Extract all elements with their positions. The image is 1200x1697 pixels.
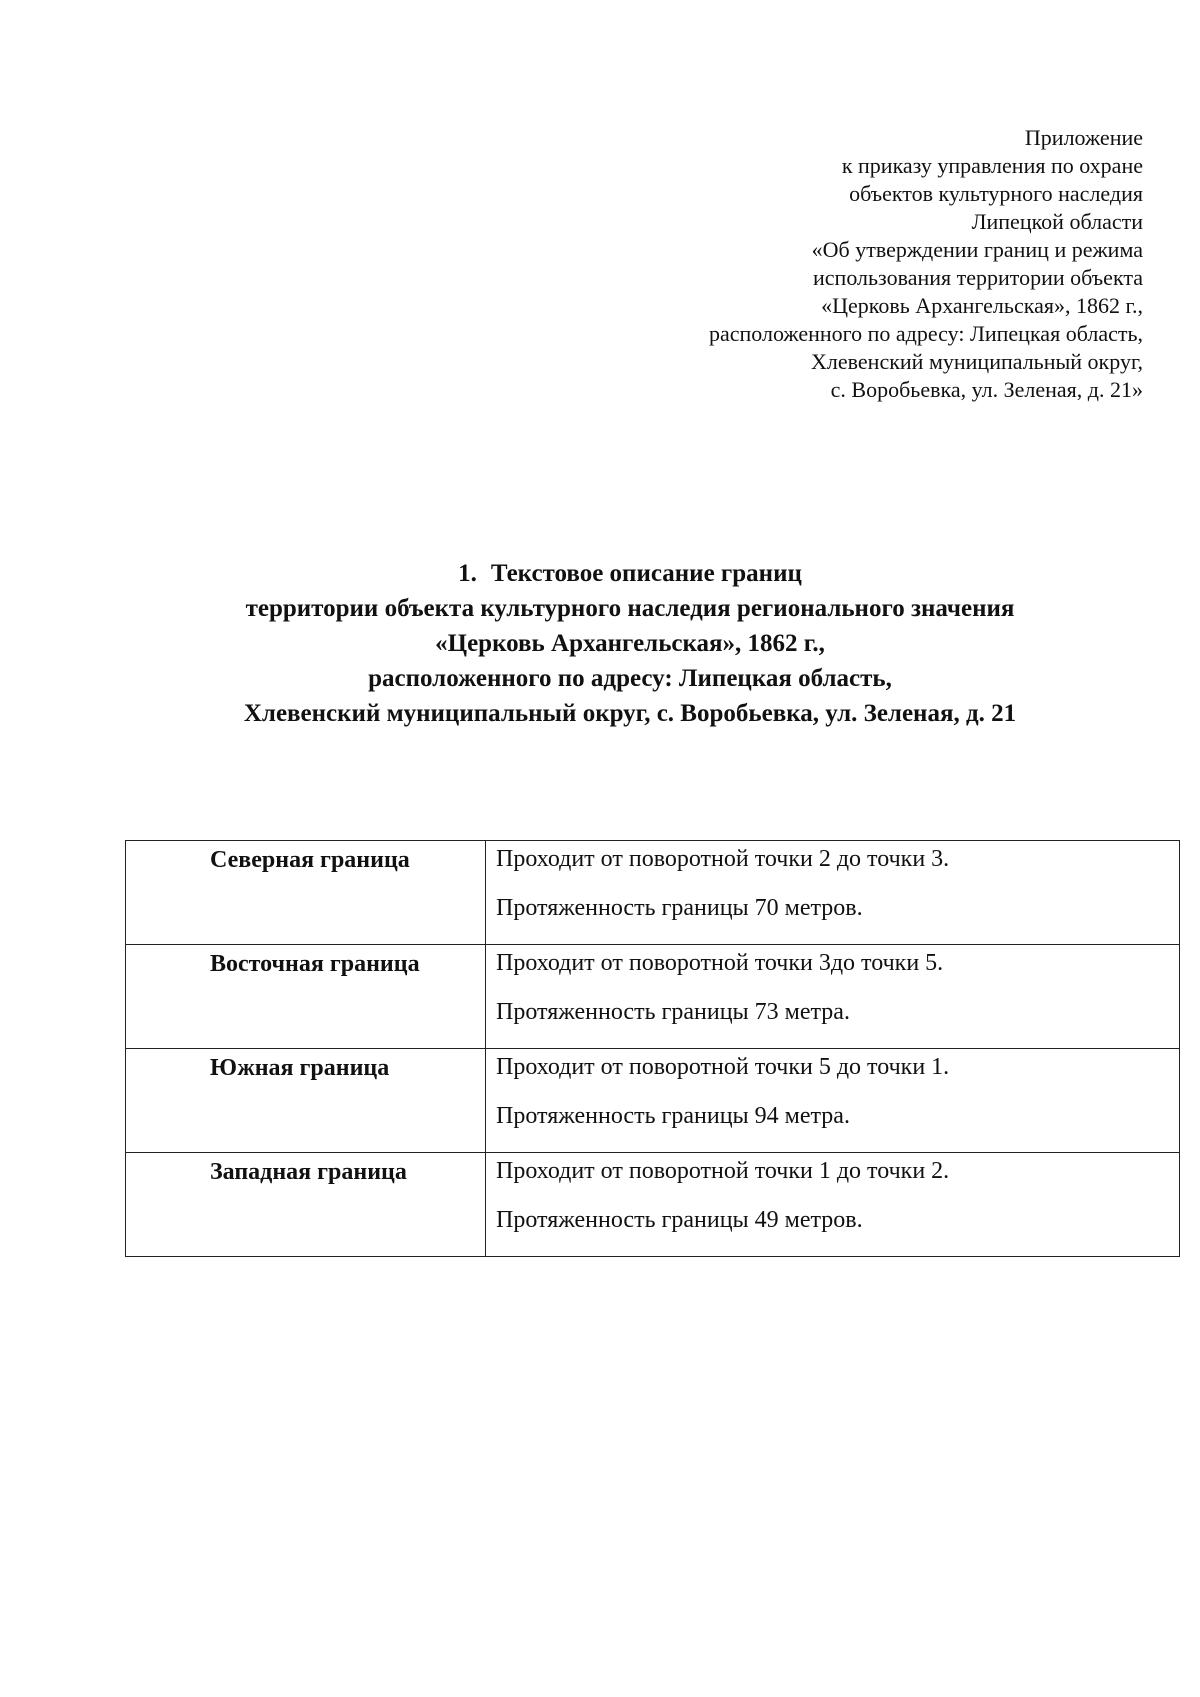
boundary-name-cell — [126, 841, 486, 945]
boundary-route: Проходит от поворотной точки 2 до точки 3. — [496, 846, 950, 872]
boundary-name: Южная граница — [210, 1055, 390, 1081]
boundary-name-cell — [126, 945, 486, 1049]
heading-line: Хлевенский муниципальный округ, с. Воробьевка, ул. Зеленая, д. 21 — [243, 700, 1017, 727]
heading-title: Текстовое описание границ — [490, 560, 802, 587]
heading-line: «Церковь Архангельская», 1862 г., — [435, 630, 825, 657]
appendix-line: с. Воробьевка, ул. Зеленая, д. 21» — [830, 377, 1143, 402]
appendix-line: Приложение — [1024, 125, 1143, 150]
table-row — [126, 945, 1180, 1049]
appendix-header — [523, 124, 1143, 404]
heading-title-line — [0, 556, 1200, 591]
boundary-name-cell — [126, 1049, 486, 1153]
boundary-length: Протяженность границы 73 метра. — [496, 999, 850, 1025]
boundary-route: Проходит от поворотной точки 1 до точки 2. — [496, 1158, 950, 1184]
appendix-line: «Церковь Архангельская», 1862 г., — [821, 293, 1143, 318]
boundary-length: Протяженность границы 49 метров. — [496, 1207, 863, 1233]
section-heading — [0, 556, 1200, 731]
boundary-route: Проходит от поворотной точки 5 до точки 1. — [496, 1054, 950, 1080]
boundary-description-cell — [486, 945, 1180, 1049]
boundary-description-cell — [486, 1049, 1180, 1153]
table-row — [126, 1153, 1180, 1257]
appendix-line: Липецкой области — [971, 209, 1143, 234]
boundary-name: Северная граница — [210, 847, 410, 873]
appendix-line: объектов культурного наследия — [849, 181, 1143, 206]
boundary-route: Проходит от поворотной точки 3до точки 5. — [496, 950, 944, 976]
boundary-name: Западная граница — [210, 1159, 407, 1185]
boundary-description-cell — [486, 841, 1180, 945]
boundary-length: Протяженность границы 70 метров. — [496, 895, 863, 921]
heading-line: территории объекта культурного наследия регионального значения — [245, 595, 1015, 622]
appendix-line: расположенного по адресу: Липецкая область, — [708, 321, 1143, 346]
table-row — [126, 1049, 1180, 1153]
boundary-name: Восточная граница — [210, 951, 420, 977]
heading-number: 1. — [458, 560, 477, 587]
appendix-line: использования территории объекта — [813, 265, 1143, 290]
table-row — [126, 841, 1180, 945]
boundary-description-cell — [486, 1153, 1180, 1257]
appendix-line: «Об утверждении границ и режима — [811, 237, 1143, 262]
heading-line: расположенного по адресу: Липецкая область, — [368, 665, 892, 692]
boundary-name-cell — [126, 1153, 486, 1257]
appendix-line: Хлевенский муниципальный округ, — [811, 349, 1143, 374]
boundary-length: Протяженность границы 94 метра. — [496, 1103, 850, 1129]
boundaries-table — [125, 840, 1180, 1257]
appendix-line: к приказу управления по охране — [841, 153, 1143, 178]
